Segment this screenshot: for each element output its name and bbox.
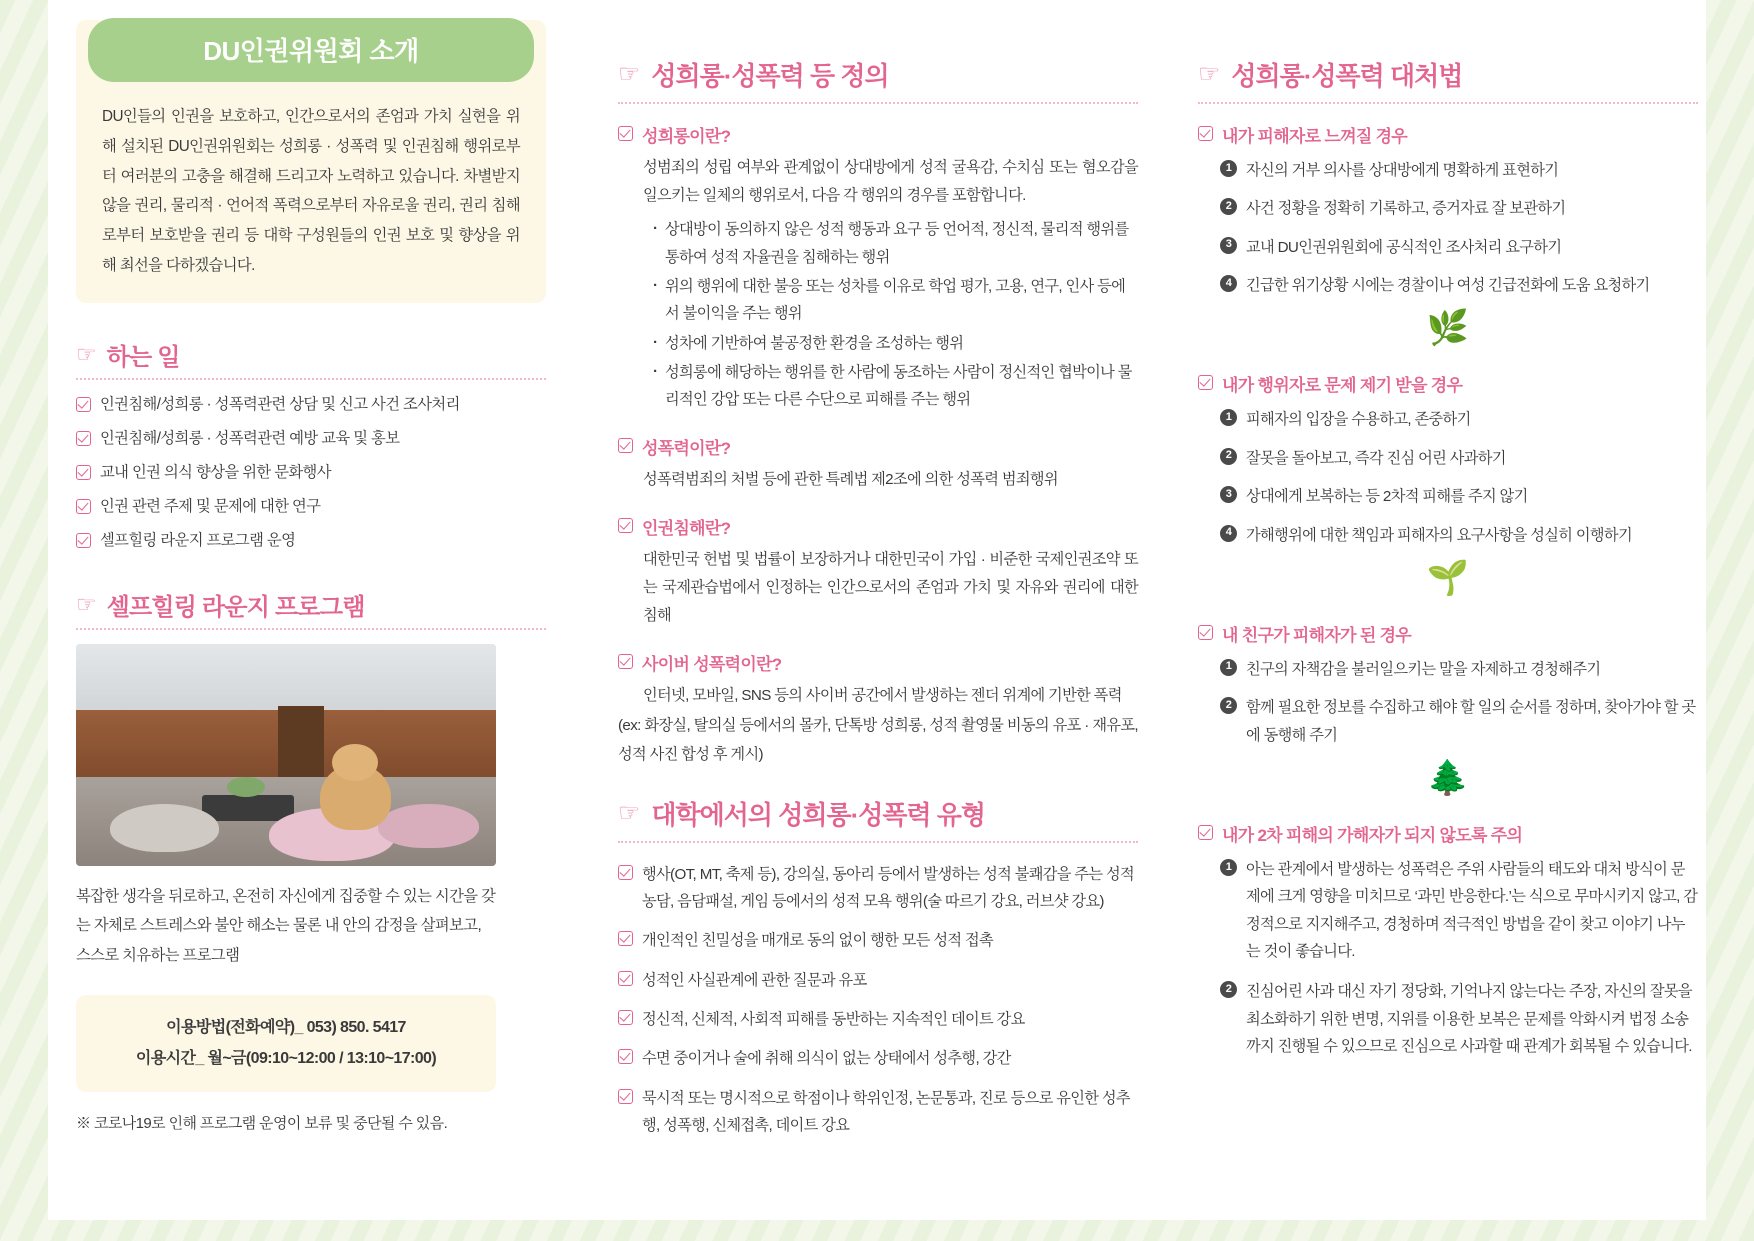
response-group-title-label: 내가 2차 피해의 가해자가 되지 않도록 주의: [1222, 825, 1523, 845]
list-item: [76, 428, 546, 451]
definition-title-label: 인권침해란?: [642, 518, 731, 538]
definition-body: 인터넷, 모바일, SNS 등의 사이버 공간에서 발생하는 젠더 위계에 기반한 폭력: [643, 687, 1122, 705]
response-group-title: [1198, 821, 1698, 846]
list-item: [618, 861, 1138, 916]
definition-block: [618, 434, 1138, 494]
list-item: [76, 530, 546, 553]
definition-example: (ex: 화장실, 탈의실 등에서의 몰카, 단톡방 성희롱, 성적 촬영물 비동의 유포 · 재유포, 성적 사진 합성 후 게시): [618, 717, 1138, 763]
divider: [1198, 102, 1698, 104]
types-heading-label: 대학에서의 성희롱·성폭력 유형: [651, 799, 986, 830]
list-item: [76, 394, 546, 417]
check-icon: [76, 533, 91, 548]
definition-body: 성폭력범죄의 처벌 등에 관한 특례법 제2조에 의한 성폭력 범죄행위: [643, 470, 1058, 488]
pointing-hand-icon: ☞: [618, 60, 641, 88]
covid-note: ※ 코로나19로 인해 프로그램 운영이 보류 및 중단될 수 있음.: [76, 1114, 448, 1132]
list-item-label: 수면 중이거나 술에 취해 의식이 없는 상태에서 성추행, 강간: [642, 1050, 1011, 1068]
pointing-hand-icon: ☞: [618, 798, 641, 827]
definition-title-label: 성폭력이란?: [642, 438, 731, 458]
definition-title-label: 사이버 성폭력이란?: [642, 655, 782, 675]
list-item-label: 상대에게 보복하는 등 2차적 피해를 주지 않기: [1246, 488, 1528, 506]
response-group-title-label: 내가 피해자로 느껴질 경우: [1222, 127, 1408, 146]
types-list: [618, 861, 1138, 1140]
list-item: [1220, 406, 1698, 433]
check-icon: [618, 126, 633, 141]
work-list: [76, 394, 546, 553]
response-group-list: [1198, 656, 1698, 749]
list-item-label: 자신의 거부 의사를 상대방에게 명확하게 표현하기: [1246, 162, 1559, 179]
sprout-icon: 🌿: [1426, 309, 1470, 348]
list-item-label: 셀프힐링 라운지 프로그램 운영: [100, 531, 296, 549]
list-item: [618, 927, 1138, 954]
list-item: [1220, 978, 1698, 1060]
intro-body: DU인들의 인권을 보호하고, 인간으로서의 존엄과 가치 실현을 위해 설치된 DU인권위원회는 성희롱 · 성폭력 및 인권침해 행위로부터 여러분의 고충을 해결해 드리고자 노력하고 있습니다. 차별받지 않을 권리, 물리적 · 언어적 폭력으로부터 자유로울 권리, 권리 침해로부터 보호받을 권리 등 대학 구성원들의 인권 보호 및 향상을 위해 최선을 다하겠습니다.: [102, 108, 520, 275]
response-group-list: [1198, 856, 1698, 1061]
list-item: [1220, 157, 1698, 184]
usage-hours: 이용시간_ 월~금(09:10~12:00 / 13:10~17:00): [135, 1049, 437, 1067]
lounge-caption: 복잡한 생각을 뒤로하고, 온전히 자신에게 집중할 수 있는 시간을 갖는 자체로 스트레스와 불안 해소는 물론 내 안의 감정을 살펴보고, 스스로 치유하는 프로그램: [76, 887, 496, 965]
lounge-section-heading: [76, 587, 546, 622]
check-icon: [1198, 825, 1213, 840]
check-icon: [618, 438, 633, 453]
list-item-label: 성적인 사실관계에 관한 질문과 유포: [642, 971, 867, 989]
response-heading: [1198, 56, 1698, 93]
list-item: · 위의 행위에 대한 불응 또는 성차를 이유로 학업 평가, 고용, 연구, 인사 등에서 불이익을 주는 행위: [651, 273, 1138, 328]
response-group-title: [1198, 621, 1698, 646]
list-item-label: 긴급한 위기상황 시에는 경찰이나 여성 긴급전화에 도움 요청하기: [1246, 277, 1650, 295]
check-icon: [618, 518, 633, 533]
check-icon: [618, 1010, 633, 1025]
list-item-label: 잘못을 돌아보고, 즉각 진심 어린 사과하기: [1246, 449, 1506, 467]
work-heading-label: 하는 일: [106, 343, 180, 371]
brochure-page: [48, 0, 1706, 1220]
check-icon: [618, 1089, 633, 1104]
list-item: [1220, 856, 1698, 965]
list-item: [1220, 234, 1698, 261]
list-item: [618, 967, 1138, 994]
right-column: [1198, 0, 1698, 1073]
response-group-list: [1198, 406, 1698, 548]
definition-title: [618, 650, 1138, 675]
left-column: [76, 0, 546, 1133]
list-item-label: 묵시적 또는 명시적으로 학점이나 학위인정, 논문통과, 진로 등으로 유인한 성추행, 성폭행, 신체접촉, 데이트 강요: [642, 1089, 1130, 1135]
definitions-heading: [618, 56, 1138, 93]
pointing-hand-icon: ☞: [76, 590, 97, 617]
number-badge-4: 4: [1220, 275, 1237, 292]
definition-title: [618, 434, 1138, 459]
number-badge-2: 2: [1220, 448, 1237, 465]
pointing-hand-icon: ☞: [76, 340, 97, 367]
check-icon: [618, 931, 633, 946]
divider: [76, 378, 546, 380]
list-item-label: 사건 정황을 정확히 기록하고, 증거자료 잘 보관하기: [1246, 200, 1566, 218]
check-icon: [76, 397, 91, 412]
list-item-label: 인권 관련 주제 및 문제에 대한 연구: [100, 497, 321, 515]
list-item: [1220, 272, 1698, 299]
list-item-label: 정신적, 신체적, 사회적 피해를 동반하는 지속적인 데이트 강요: [642, 1011, 1025, 1029]
list-item: [76, 462, 546, 485]
list-item-label: 피해자의 입장을 수용하고, 존중하기: [1246, 411, 1471, 429]
number-badge-3: 3: [1220, 237, 1237, 254]
work-section-heading: [76, 337, 546, 372]
response-group-title: [1198, 122, 1698, 147]
photo-beanbag: [378, 804, 479, 848]
list-item: · 상대방이 동의하지 않은 성적 행동과 요구 등 언어적, 정신적, 물리적 행위를 통하여 성적 자율권을 침해하는 행위: [651, 216, 1138, 271]
middle-column: [618, 0, 1138, 1152]
number-badge-4: 4: [1220, 525, 1237, 542]
tree-icon: 🌲: [1426, 758, 1470, 797]
list-item: [1220, 694, 1698, 749]
check-icon: [618, 971, 633, 986]
definition-body: 대한민국 헌법 및 법률이 보장하거나 대한민국이 가입 · 비준한 국제인권조약 또는 국제관습법에서 인정하는 인간으로서의 존엄과 가치 및 자유와 권리에 대한 침해: [643, 550, 1138, 625]
number-badge-2: 2: [1220, 198, 1237, 215]
list-item-label: 행사(OT, MT, 축제 등), 강의실, 동아리 등에서 발생하는 성적 불쾌감을 주는 성적 농담, 음담패설, 게임 등에서의 성적 모욕 행위(술 따르기 강요, 러브샷 강요): [642, 865, 1134, 910]
definition-title: [618, 514, 1138, 539]
list-item-label: 인권침해/성희롱 · 성폭력관련 상담 및 신고 사건 조사처리: [100, 395, 460, 413]
list-item: [1220, 195, 1698, 222]
definition-title: [618, 122, 1138, 147]
number-badge-1: 1: [1220, 409, 1237, 426]
list-item-label: 가해행위에 대한 책임과 피해자의 요구사항을 성실히 이행하기: [1246, 526, 1632, 544]
list-item: · 성차에 기반하여 불공정한 환경을 조성하는 행위: [651, 330, 1138, 357]
photo-door: [278, 706, 324, 786]
number-badge-1: 1: [1220, 160, 1237, 177]
response-group-title-label: 내가 행위자로 문제 제기 받을 경우: [1222, 376, 1463, 396]
list-item-label: 진심어린 사과 대신 자기 정당화, 기억나지 않는다는 주장, 자신의 잘못을 최소화하기 위한 변명, 지위를 이용한 보복은 문제를 악화시켜 법정 소송까지 진행될 수 있으므로 진심으로 사과할 때 관계가 회복될 수 있습니다.: [1246, 983, 1692, 1056]
lounge-photo: [76, 644, 496, 866]
list-item: · 성희롱에 해당하는 행위를 한 사람에 동조하는 사람이 정신적인 협박이나 물리적인 강압 또는 다른 수단으로 피해를 주는 행위: [651, 359, 1138, 414]
number-badge-1: 1: [1220, 859, 1237, 876]
list-item: [1220, 445, 1698, 472]
response-group-list: [1198, 157, 1698, 299]
photo-table: [202, 795, 294, 822]
list-item: [618, 1045, 1138, 1072]
definition-title-label: 성희롱이란?: [642, 127, 731, 146]
list-item-label: 친구의 자책감을 불러일으키는 말을 자제하고 경청해주기: [1246, 660, 1601, 678]
potted-plant-icon: 🌱: [1426, 558, 1470, 597]
check-icon: [1198, 126, 1213, 141]
check-icon: [618, 865, 633, 880]
list-item-label: 함께 필요한 정보를 수집하고 해야 할 일의 순서를 정하며, 찾아가야 할 곳에 동행해 주기: [1246, 699, 1696, 744]
list-item: [76, 496, 546, 519]
intro-box: [76, 20, 546, 303]
definition-block: [618, 122, 1138, 414]
check-icon: [1198, 375, 1213, 390]
list-item-label: 교내 인권 의식 향상을 위한 문화행사: [100, 463, 331, 481]
check-icon: [1198, 625, 1213, 640]
list-item-label: 교내 DU인권위원회에 공식적인 조사처리 요구하기: [1246, 238, 1562, 256]
response-heading-label: 성희롱·성폭력 대처법: [1231, 61, 1463, 91]
pointing-hand-icon: ☞: [1198, 60, 1221, 88]
definitions-heading-label: 성희롱·성폭력 등 정의: [651, 61, 889, 91]
photo-plant: [227, 777, 265, 797]
check-icon: [76, 431, 91, 446]
photo-beanbag: [110, 804, 219, 853]
number-badge-1: 1: [1220, 659, 1237, 676]
number-badge-2: 2: [1220, 981, 1237, 998]
lounge-heading-label: 셀프힐링 라운지 프로그램: [106, 593, 365, 621]
types-heading: [618, 795, 1138, 832]
intro-title: DU인권위원회 소개: [88, 18, 534, 82]
list-item: [618, 1006, 1138, 1033]
definition-block: [618, 514, 1138, 630]
check-icon: [76, 465, 91, 480]
list-item-label: 아는 관계에서 발생하는 성폭력은 주위 사람들의 태도와 대처 방식이 문제에 크게 영향을 미치므로 ‘과민 반응한다.’는 식으로 무마시키지 않고, 감정적으로 지지해주고, 경청하며 적극적인 방법을 같이 찾고 이야기 나누는 것이 좋습니다.: [1246, 860, 1698, 961]
check-icon: [618, 654, 633, 669]
usage-phone: 이용방법(전화예약)_ 053) 850. 5417: [166, 1019, 406, 1037]
check-icon: [76, 499, 91, 514]
list-item: [1220, 483, 1698, 510]
check-icon: [618, 1049, 633, 1064]
list-item: [618, 1085, 1138, 1140]
list-item: [1220, 522, 1698, 549]
response-group-title: [1198, 371, 1698, 396]
response-group-title-label: 내 친구가 피해자가 된 경우: [1222, 625, 1412, 645]
brochure-content: [48, 0, 1706, 1220]
list-item-label: 인권침해/성희롱 · 성폭력관련 예방 교육 및 홍보: [100, 429, 400, 447]
number-badge-3: 3: [1220, 486, 1237, 503]
list-item-label: 개인적인 친밀성을 매개로 동의 없이 행한 모든 성적 접촉: [642, 932, 994, 950]
divider: [76, 628, 546, 630]
divider: [618, 841, 1138, 843]
divider: [618, 102, 1138, 104]
definition-body: 성범죄의 성립 여부와 관계없이 상대방에게 성적 굴욕감, 수치심 또는 혐오감을 일으키는 일체의 행위로서, 다음 각 행위의 경우를 포함합니다.: [643, 159, 1138, 205]
number-badge-2: 2: [1220, 697, 1237, 714]
definition-block: [618, 650, 1138, 768]
usage-box: [76, 995, 496, 1092]
list-item: [1220, 656, 1698, 683]
definition-bullets: [618, 216, 1138, 414]
